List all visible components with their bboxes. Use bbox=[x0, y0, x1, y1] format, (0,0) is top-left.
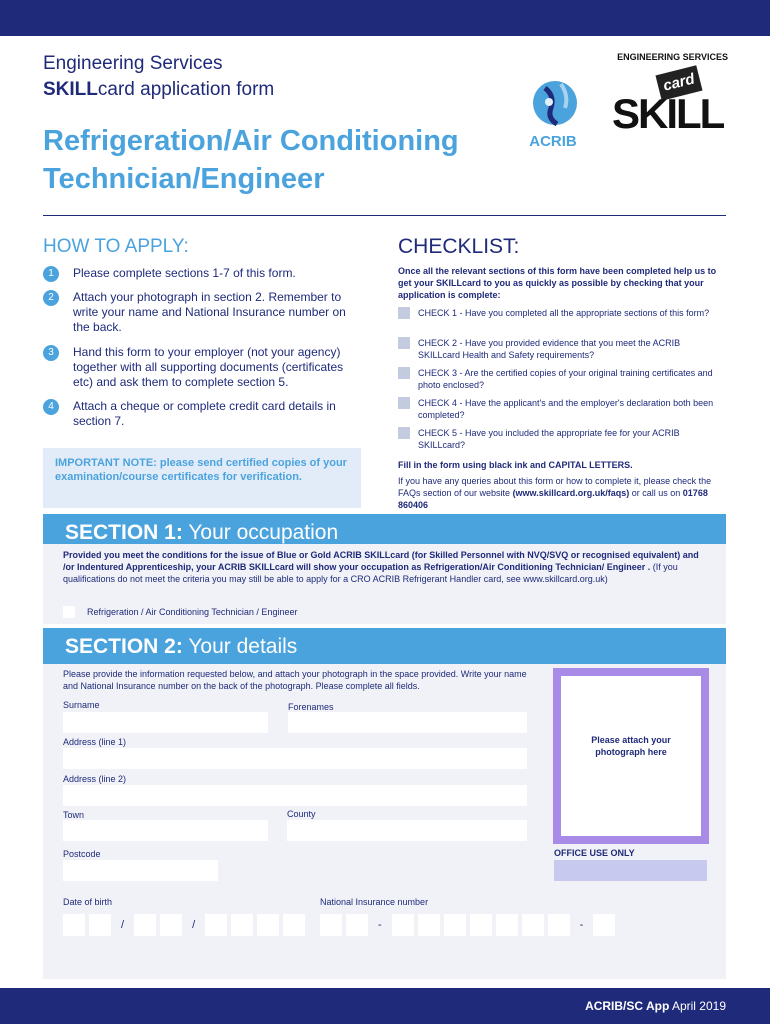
footer-text bbox=[585, 999, 726, 1013]
step-number: 2 bbox=[43, 290, 59, 306]
step-number: 1 bbox=[43, 266, 59, 282]
dob-digit[interactable] bbox=[205, 914, 227, 936]
skillcard-caption: ENGINEERING SERVICES bbox=[617, 52, 728, 62]
county-input[interactable] bbox=[287, 820, 527, 841]
call-text: or call us on bbox=[629, 488, 683, 498]
step-3 bbox=[43, 345, 363, 390]
subtitle-line1: Engineering Services bbox=[43, 53, 223, 74]
check-text: CHECK 2 - Have you provided evidence that you meet the ACRIB SKILLcard Health and Safety requirements? bbox=[418, 338, 681, 360]
check-text: CHECK 1 - Have you completed all the appropriate sections of this form? bbox=[418, 308, 710, 318]
address-line1-input[interactable] bbox=[63, 748, 527, 769]
title-line1: Refrigeration/Air Conditioning bbox=[43, 125, 459, 157]
dob-digit[interactable] bbox=[63, 914, 85, 936]
ni-dash: - bbox=[579, 919, 584, 931]
subtitle-line2 bbox=[43, 77, 274, 103]
check-item-4[interactable] bbox=[398, 397, 723, 421]
ni-char[interactable] bbox=[522, 914, 544, 936]
forenames-label: Forenames bbox=[288, 702, 334, 712]
footer-date: April 2019 bbox=[669, 999, 726, 1013]
check-text: CHECK 3 - Are the certified copies of your original training certificates and photo enclosed? bbox=[418, 368, 713, 390]
queries-text: If you have any queries about this form or how to complete it, please check the FAQs section of our website bbox=[398, 476, 712, 498]
check-text: CHECK 5 - Have you included the appropriate fee for your ACRIB SKILLcard? bbox=[418, 428, 680, 450]
checklist-heading: CHECKLIST: bbox=[398, 235, 520, 258]
important-note: IMPORTANT NOTE: please send certified copies of your examination/course certificates for verification. bbox=[43, 448, 361, 508]
forenames-input[interactable] bbox=[288, 712, 527, 733]
ni-char[interactable] bbox=[496, 914, 518, 936]
ni-char[interactable] bbox=[548, 914, 570, 936]
header-divider bbox=[43, 215, 726, 216]
checklist-intro: Once all the relevant sections of this form have been completed help us to get your SKILLcard to you as quickly as possible by checking that your application is complete: bbox=[398, 266, 717, 300]
check-item-2[interactable] bbox=[398, 337, 723, 361]
section-1-label: SECTION 1: bbox=[65, 521, 183, 544]
skillcard-logo bbox=[604, 52, 728, 142]
postcode-label: Postcode bbox=[63, 849, 101, 859]
section-2-intro: Please provide the information requested below, and attach your photograph in the space provided. Write your name and National Insurance number on the back of the photograph. Please complete all fields. bbox=[63, 669, 527, 691]
section-2-header bbox=[43, 628, 726, 664]
top-banner bbox=[0, 0, 770, 36]
acrib-text: ACRIB bbox=[529, 133, 577, 150]
dob-digit[interactable] bbox=[257, 914, 279, 936]
page-title bbox=[43, 122, 459, 198]
town-input[interactable] bbox=[63, 820, 268, 841]
section-1-title: Your occupation bbox=[188, 521, 339, 544]
footer-code: ACRIB/SC App bbox=[585, 999, 670, 1013]
section-1-normal-text: (If you qualifications do not meet the criteria you may still be able to apply for a CRO ACRIB Refrigerant Handler card, see www.skillcard.org.uk) bbox=[63, 562, 678, 584]
queries-note bbox=[398, 475, 723, 511]
step-4 bbox=[43, 399, 363, 429]
office-use-box bbox=[554, 860, 707, 881]
occupation-label: Refrigeration / Air Conditioning Technician / Engineer bbox=[87, 607, 298, 617]
card-badge: card bbox=[655, 65, 702, 100]
checkbox[interactable] bbox=[398, 427, 410, 439]
step-number: 4 bbox=[43, 399, 59, 415]
checkbox[interactable] bbox=[398, 337, 410, 349]
faq-link[interactable]: (www.skillcard.org.uk/faqs) bbox=[512, 488, 630, 498]
title-line2: Technician/Engineer bbox=[43, 163, 325, 195]
checkbox[interactable] bbox=[398, 367, 410, 379]
step-text: Hand this form to your employer (not your agency) together with all supporting documents (certificates etc) and ask them to complete section 5. bbox=[73, 345, 344, 389]
surname-label: Surname bbox=[63, 700, 100, 710]
occupation-checkbox[interactable] bbox=[63, 606, 75, 618]
how-to-apply-heading: HOW TO APPLY: bbox=[43, 236, 189, 257]
skill-bold: SKILL bbox=[43, 79, 98, 100]
fill-note: Fill in the form using black ink and CAPITAL LETTERS. bbox=[398, 460, 633, 470]
section-1-text bbox=[63, 549, 706, 585]
subtitle-rest: card application form bbox=[97, 79, 275, 100]
step-1 bbox=[43, 266, 363, 281]
ni-input-group bbox=[320, 914, 615, 936]
photo-drop-area[interactable] bbox=[561, 676, 701, 836]
dob-digit[interactable] bbox=[134, 914, 156, 936]
ni-char[interactable] bbox=[593, 914, 615, 936]
dob-digit[interactable] bbox=[160, 914, 182, 936]
step-number: 3 bbox=[43, 345, 59, 361]
acrib-globe-icon bbox=[523, 78, 583, 128]
ni-char[interactable] bbox=[320, 914, 342, 936]
ni-label: National Insurance number bbox=[320, 897, 429, 907]
address-line1-label: Address (line 1) bbox=[63, 737, 127, 747]
ni-char[interactable] bbox=[418, 914, 440, 936]
check-text: CHECK 4 - Have the applicant's and the employer's declaration both been completed? bbox=[418, 398, 714, 420]
section-2-label: SECTION 2: bbox=[65, 635, 183, 658]
check-item-5[interactable] bbox=[398, 427, 723, 451]
surname-input[interactable] bbox=[63, 712, 268, 733]
dob-slash: / bbox=[121, 919, 125, 931]
step-text: Attach a cheque or complete credit card details in section 7. bbox=[73, 399, 336, 428]
dob-digit[interactable] bbox=[283, 914, 305, 936]
dob-input-group bbox=[63, 914, 305, 936]
ni-char[interactable] bbox=[346, 914, 368, 936]
address-line2-label: Address (line 2) bbox=[63, 774, 127, 784]
step-2 bbox=[43, 290, 363, 335]
checkbox[interactable] bbox=[398, 307, 410, 319]
step-text: Attach your photograph in section 2. Remember to write your name and National Insurance number on the back. bbox=[73, 290, 346, 334]
ni-char[interactable] bbox=[444, 914, 466, 936]
form-subtitle bbox=[43, 51, 274, 103]
section-2-title: Your details bbox=[188, 635, 298, 658]
photo-frame bbox=[553, 668, 709, 844]
footer-bar bbox=[0, 988, 770, 1024]
ni-dash: - bbox=[378, 919, 382, 931]
section-1-bold-text: Provided you meet the conditions for the issue of Blue or Gold ACRIB SKILLcard (for Skilled Personnel with NVQ/SVQ or recognised equivalent) and /or Indentured Apprenticeship, your ACRIB SKILLcard will show your occupation as Refrigeration/Air Conditioning Technician/ Engineer . bbox=[63, 550, 699, 572]
ni-char[interactable] bbox=[470, 914, 492, 936]
step-text: Please complete sections 1-7 of this form. bbox=[73, 266, 296, 280]
postcode-input[interactable] bbox=[63, 860, 218, 881]
county-label: County bbox=[287, 809, 316, 819]
section-1-body bbox=[43, 544, 726, 624]
dob-label: Date of birth bbox=[63, 897, 113, 907]
ni-char[interactable] bbox=[392, 914, 414, 936]
occupation-option[interactable] bbox=[63, 606, 297, 618]
town-label: Town bbox=[63, 810, 85, 820]
dob-digit[interactable] bbox=[231, 914, 253, 936]
skill-wordmark: SKILL bbox=[612, 90, 724, 137]
address-line2-input[interactable] bbox=[63, 785, 527, 806]
photo-instruction: Please attach your photograph here bbox=[591, 735, 671, 757]
office-use-label: OFFICE USE ONLY bbox=[554, 848, 635, 858]
dob-slash: / bbox=[192, 919, 196, 931]
checkbox[interactable] bbox=[398, 397, 410, 409]
phone-number: 01768 860406 bbox=[398, 488, 708, 510]
dob-digit[interactable] bbox=[89, 914, 111, 936]
check-item-3[interactable] bbox=[398, 367, 723, 391]
acrib-logo bbox=[523, 78, 583, 150]
check-item-1[interactable] bbox=[398, 307, 723, 319]
